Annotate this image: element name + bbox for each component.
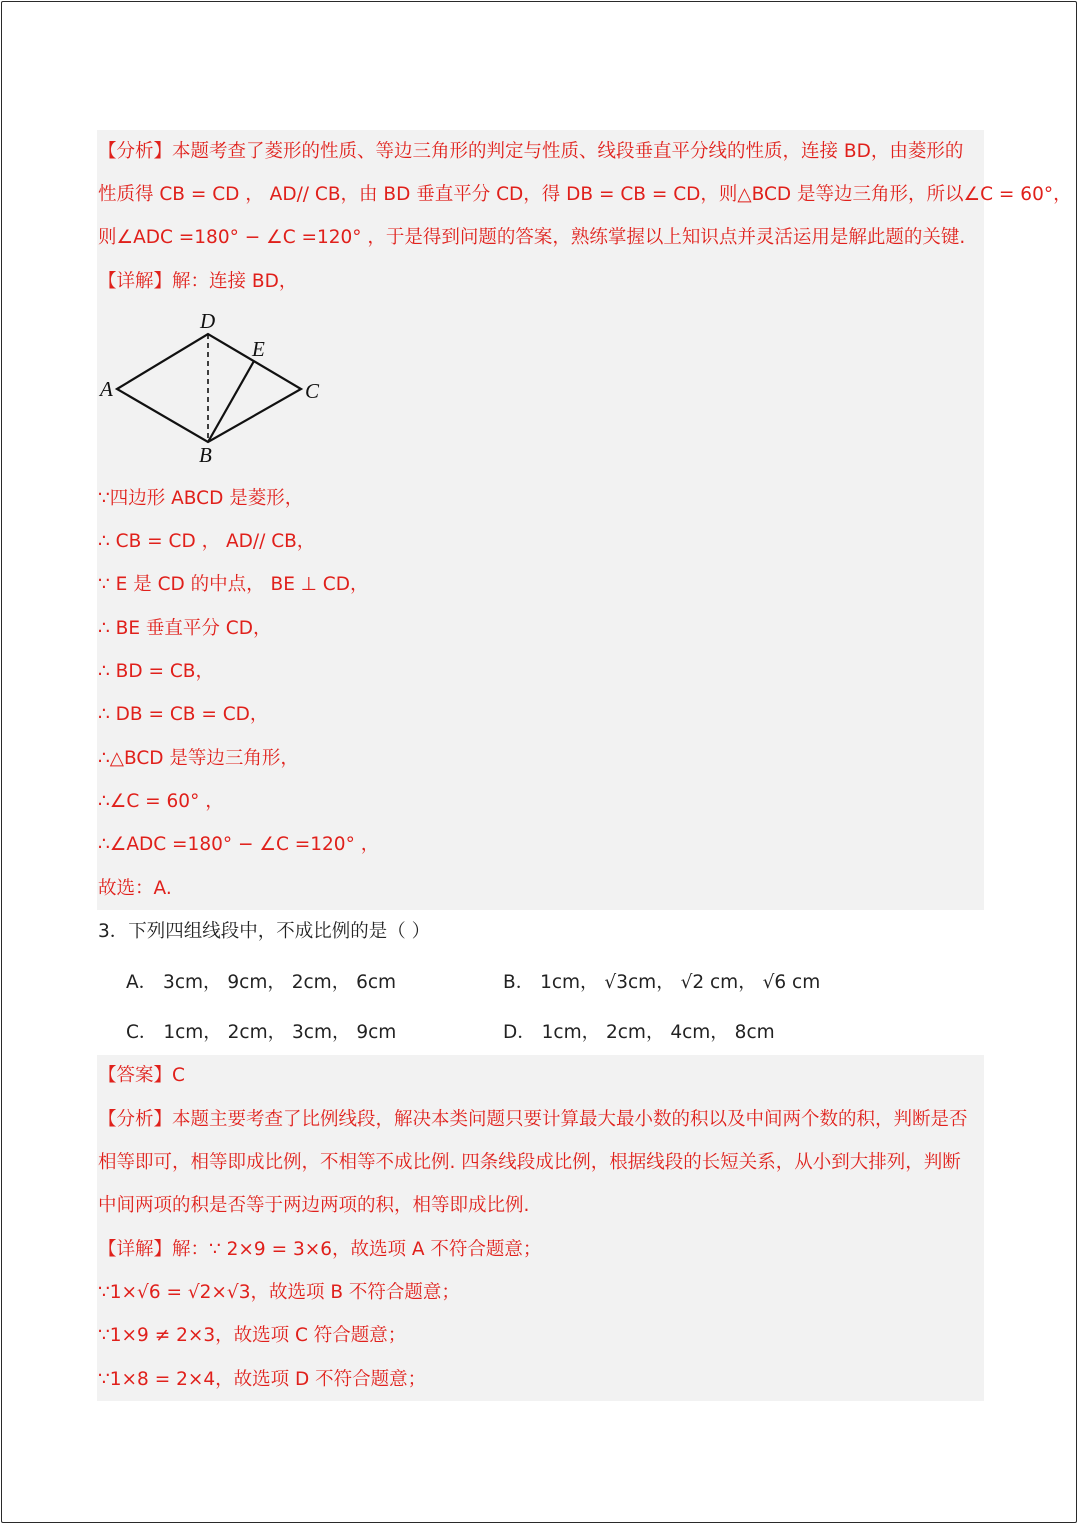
- label-e: E: [252, 337, 265, 361]
- label-b: B: [199, 443, 212, 467]
- option-letter: B．: [503, 972, 535, 993]
- option-text: 3cm， 9cm， 2cm， 6cm: [163, 972, 397, 993]
- q2-step-8: ∴∠C = 60° ，: [98, 791, 224, 812]
- q2-step-1: ∵四边形 ABCD 是菱形，: [98, 488, 304, 509]
- q3-analysis-line-2: 相等即可，相等即成比例，不相等不成比例. 四条线段成比例，根据线段的长短关系，从小到大排列，判断: [98, 1152, 961, 1173]
- q2-analysis-line-3: 则∠ADC =180° − ∠C =120° ，于是得到问题的答案，熟练掌握以上知识点并灵活运用是解此题的关键.: [98, 227, 966, 248]
- q3-option-d: [503, 1020, 775, 1046]
- option-text: 1cm， √3cm， √2 cm， √6 cm: [540, 972, 821, 993]
- q3-detail-line-3: ∵1×9 ≠ 2×3，故选项 C 符合题意；: [98, 1325, 407, 1346]
- label-d: D: [200, 309, 216, 333]
- q3-detail-line-4: ∵1×8 = 2×4，故选项 D 不符合题意；: [98, 1369, 427, 1390]
- q2-detail-intro: 【详解】解：连接 BD，: [98, 271, 298, 292]
- label-c: C: [305, 379, 320, 403]
- q3-option-b: [503, 970, 820, 996]
- q3-stem: 3．下列四组线段中，不成比例的是（ ）: [98, 921, 431, 942]
- q3-option-a: [126, 970, 396, 996]
- q2-step-6: ∴ DB = CB = CD，: [98, 704, 269, 725]
- option-text: 1cm， 2cm， 3cm， 9cm: [163, 1022, 397, 1043]
- rhombus-abcd: [117, 334, 301, 442]
- q2-answer-choice: 故选：A.: [98, 878, 172, 899]
- option-text: 1cm， 2cm， 4cm， 8cm: [541, 1022, 775, 1043]
- label-a: A: [100, 377, 113, 401]
- q2-step-2: ∴ CB = CD ， AD// CB，: [98, 531, 316, 552]
- q3-option-c: [126, 1020, 396, 1046]
- q2-step-3: ∵ E 是 CD 的中点， BE ⊥ CD，: [98, 574, 369, 595]
- option-letter: C．: [126, 1022, 158, 1043]
- q3-answer: 【答案】C: [98, 1065, 185, 1086]
- q2-step-5: ∴ BD = CB，: [98, 661, 214, 682]
- q3-analysis-line-3: 中间两项的积是否等于两边两项的积，相等即成比例.: [98, 1195, 530, 1216]
- q2-step-4: ∴ BE 垂直平分 CD，: [98, 618, 272, 639]
- q2-step-9: ∴∠ADC =180° − ∠C =120° ，: [98, 834, 380, 855]
- q3-analysis-line-1: 【分析】本题主要考查了比例线段，解决本类问题只要计算最大最小数的积以及中间两个数的积，判断是否: [98, 1109, 968, 1130]
- option-letter: A．: [126, 972, 158, 993]
- option-letter: D．: [503, 1022, 536, 1043]
- q2-analysis-line-2: 性质得 CB = CD ， AD// CB，由 BD 垂直平分 CD，得 DB = CB = CD，则△BCD 是等边三角形，所以∠C = 60°，: [98, 184, 1072, 205]
- q2-step-7: ∴△BCD 是等边三角形，: [98, 748, 299, 769]
- q2-analysis-line-1: 【分析】本题考查了菱形的性质、等边三角形的判定与性质、线段垂直平分线的性质，连接 BD，由菱形的: [98, 141, 964, 162]
- rhombus-diagram: [96, 308, 336, 468]
- q3-detail-line-1: 【详解】解：∵ 2×9 = 3×6，故选项 A 不符合题意；: [98, 1239, 542, 1260]
- q3-detail-line-2: ∵1×√6 = √2×√3，故选项 B 不符合题意；: [98, 1282, 460, 1303]
